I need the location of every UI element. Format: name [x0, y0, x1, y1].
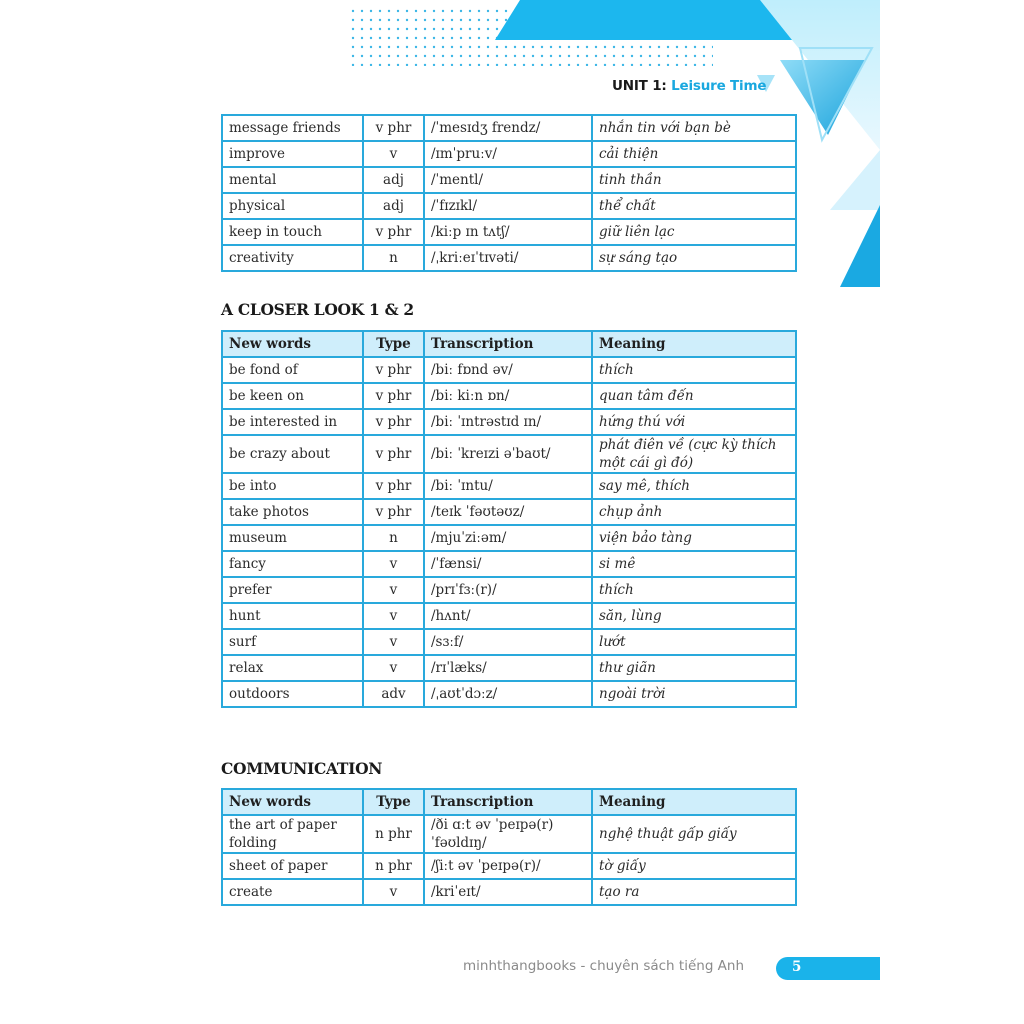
- type-cell: v: [363, 577, 424, 603]
- word-cell: surf: [222, 629, 363, 655]
- type-cell: v: [363, 629, 424, 655]
- page-number: 5: [792, 959, 802, 975]
- meaning-cell: săn, lùng: [592, 603, 796, 629]
- meaning-cell: thể chất: [592, 193, 796, 219]
- transcription-cell: /ˈmentl/: [424, 167, 592, 193]
- type-cell: adv: [363, 681, 424, 707]
- meaning-cell: phát điên về (cực kỳ thích một cái gì đó): [592, 435, 796, 473]
- header-type: Type: [363, 789, 424, 815]
- word-cell: improve: [222, 141, 363, 167]
- transcription-cell: /ˌaʊtˈdɔːz/: [424, 681, 592, 707]
- table-row: [222, 681, 796, 707]
- header-meaning: Meaning: [592, 789, 796, 815]
- meaning-cell: hứng thú với: [592, 409, 796, 435]
- table-row: [222, 655, 796, 681]
- table-row: [222, 435, 796, 473]
- meaning-cell: tờ giấy: [592, 853, 796, 879]
- word-cell: hunt: [222, 603, 363, 629]
- type-cell: n phr: [363, 815, 424, 853]
- vocab-table-closer-look: [221, 330, 797, 708]
- meaning-cell: nhắn tin với bạn bè: [592, 115, 796, 141]
- transcription-cell: /ði ɑːt əv ˈpeɪpə(r) ˈfəʊldɪŋ/: [424, 815, 592, 853]
- type-cell: v phr: [363, 383, 424, 409]
- type-cell: v: [363, 655, 424, 681]
- type-cell: n: [363, 525, 424, 551]
- unit-header: [612, 78, 766, 98]
- transcription-cell: /biː fɒnd əv/: [424, 357, 592, 383]
- transcription-cell: /kriˈeɪt/: [424, 879, 592, 905]
- meaning-cell: sự sáng tạo: [592, 245, 796, 271]
- meaning-cell: thích: [592, 577, 796, 603]
- meaning-cell: say mê, thích: [592, 473, 796, 499]
- table-row: [222, 879, 796, 905]
- transcription-cell: /ɪmˈpruːv/: [424, 141, 592, 167]
- type-cell: v: [363, 551, 424, 577]
- transcription-cell: /ˌkriːeɪˈtɪvəti/: [424, 245, 592, 271]
- type-cell: v phr: [363, 435, 424, 473]
- header-new-words: New words: [222, 789, 363, 815]
- header-transcription: Transcription: [424, 789, 592, 815]
- type-cell: v phr: [363, 357, 424, 383]
- transcription-cell: /ˈmesɪdʒ frendz/: [424, 115, 592, 141]
- word-cell: be fond of: [222, 357, 363, 383]
- table-row: [222, 115, 796, 141]
- meaning-cell: thư giãn: [592, 655, 796, 681]
- table-row: [222, 167, 796, 193]
- meaning-cell: lướt: [592, 629, 796, 655]
- type-cell: adj: [363, 193, 424, 219]
- header-meaning: Meaning: [592, 331, 796, 357]
- word-cell: be keen on: [222, 383, 363, 409]
- table-header-row: [222, 331, 796, 357]
- type-cell: v phr: [363, 409, 424, 435]
- table-row: [222, 219, 796, 245]
- transcription-cell: /biː ˈɪntu/: [424, 473, 592, 499]
- meaning-cell: thích: [592, 357, 796, 383]
- transcription-cell: /biː ˈɪntrəstɪd ɪn/: [424, 409, 592, 435]
- table-row: [222, 499, 796, 525]
- table-row: [222, 473, 796, 499]
- table-header-row: [222, 789, 796, 815]
- meaning-cell: chụp ảnh: [592, 499, 796, 525]
- table-row: [222, 357, 796, 383]
- word-cell: outdoors: [222, 681, 363, 707]
- header-new-words: New words: [222, 331, 363, 357]
- word-cell: the art of paper folding: [222, 815, 363, 853]
- header-transcription: Transcription: [424, 331, 592, 357]
- header-type: Type: [363, 331, 424, 357]
- transcription-cell: /sɜːf/: [424, 629, 592, 655]
- word-cell: be crazy about: [222, 435, 363, 473]
- meaning-cell: nghệ thuật gấp giấy: [592, 815, 796, 853]
- vocab-table-communication: [221, 788, 797, 906]
- word-cell: be into: [222, 473, 363, 499]
- transcription-cell: /biː ˈkreɪzi əˈbaʊt/: [424, 435, 592, 473]
- word-cell: take photos: [222, 499, 363, 525]
- type-cell: v phr: [363, 115, 424, 141]
- table-row: [222, 815, 796, 853]
- table-row: [222, 603, 796, 629]
- word-cell: creativity: [222, 245, 363, 271]
- transcription-cell: /ʃiːt əv ˈpeɪpə(r)/: [424, 853, 592, 879]
- word-cell: relax: [222, 655, 363, 681]
- word-cell: mental: [222, 167, 363, 193]
- transcription-cell: /ˈfɪzɪkl/: [424, 193, 592, 219]
- transcription-cell: /prɪˈfɜː(r)/: [424, 577, 592, 603]
- corner-triangle: [840, 205, 880, 287]
- footer-publisher: minhthangbooks - chuyên sách tiếng Anh: [463, 958, 745, 974]
- transcription-cell: /kiːp ɪn tʌtʃ/: [424, 219, 592, 245]
- meaning-cell: cải thiện: [592, 141, 796, 167]
- table-row: [222, 577, 796, 603]
- type-cell: n: [363, 245, 424, 271]
- vocab-table-top: [221, 114, 797, 272]
- word-cell: physical: [222, 193, 363, 219]
- unit-name: Leisure Time: [671, 78, 767, 94]
- table-row: [222, 409, 796, 435]
- word-cell: fancy: [222, 551, 363, 577]
- side-triangle: [830, 150, 880, 210]
- meaning-cell: viện bảo tàng: [592, 525, 796, 551]
- word-cell: create: [222, 879, 363, 905]
- word-cell: museum: [222, 525, 363, 551]
- section-title-closer-look: A CLOSER LOOK 1 & 2: [221, 300, 414, 319]
- section-title-communication: COMMUNICATION: [221, 759, 383, 778]
- word-cell: keep in touch: [222, 219, 363, 245]
- type-cell: v phr: [363, 219, 424, 245]
- table-row: [222, 551, 796, 577]
- table-row: [222, 853, 796, 879]
- word-cell: prefer: [222, 577, 363, 603]
- transcription-cell: /mjuˈziːəm/: [424, 525, 592, 551]
- type-cell: v phr: [363, 473, 424, 499]
- meaning-cell: tạo ra: [592, 879, 796, 905]
- type-cell: adj: [363, 167, 424, 193]
- transcription-cell: /hʌnt/: [424, 603, 592, 629]
- type-cell: v: [363, 141, 424, 167]
- type-cell: n phr: [363, 853, 424, 879]
- table-row: [222, 525, 796, 551]
- transcription-cell: /biː kiːn ɒn/: [424, 383, 592, 409]
- meaning-cell: quan tâm đến: [592, 383, 796, 409]
- transcription-cell: /teɪk ˈfəʊtəʊz/: [424, 499, 592, 525]
- word-cell: message friends: [222, 115, 363, 141]
- table-row: [222, 629, 796, 655]
- meaning-cell: giữ liên lạc: [592, 219, 796, 245]
- transcription-cell: /ˈfænsi/: [424, 551, 592, 577]
- table-row: [222, 141, 796, 167]
- page-number-badge: [776, 957, 880, 980]
- type-cell: v phr: [363, 499, 424, 525]
- type-cell: v: [363, 879, 424, 905]
- word-cell: sheet of paper: [222, 853, 363, 879]
- table-row: [222, 383, 796, 409]
- type-cell: v: [363, 603, 424, 629]
- meaning-cell: ngoài trời: [592, 681, 796, 707]
- table-row: [222, 193, 796, 219]
- unit-number: UNIT 1:: [612, 78, 667, 94]
- transcription-cell: /rɪˈlæks/: [424, 655, 592, 681]
- meaning-cell: si mê: [592, 551, 796, 577]
- word-cell: be interested in: [222, 409, 363, 435]
- table-row: [222, 245, 796, 271]
- meaning-cell: tinh thần: [592, 167, 796, 193]
